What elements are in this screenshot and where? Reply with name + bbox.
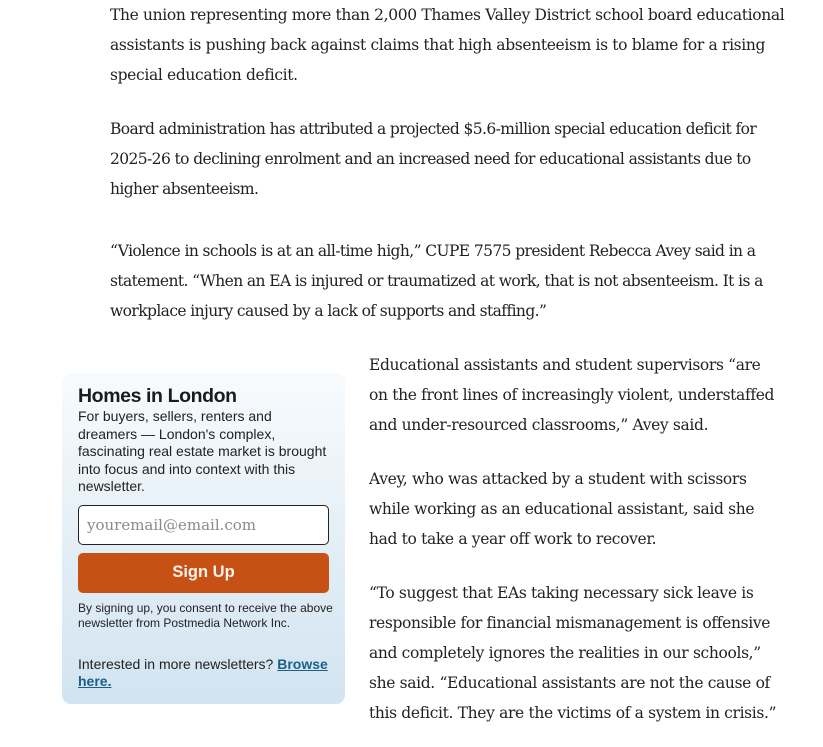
newsletter-description: For buyers, sellers, renters and dreamers — London's complex, fascinating real estate market is brought into focus and into context with this newsletter. — [78, 408, 327, 494]
newsletter-title: Homes in London — [78, 385, 237, 407]
consent-text: By signing up, you consent to receive the above newsletter from Postmedia Network Inc. — [78, 600, 333, 630]
more-newsletters-text — [78, 656, 334, 690]
article-paragraph-1: The union representing more than 2,000 Thames Valley District school board educational assistants is pushing back against claims that high absenteeism is to blame for a rising special education deficit. — [110, 6, 785, 84]
article-paragraph-2: Board administration has attributed a projected $5.6-million special education deficit for 2025-26 to declining enrolment and an increased need for educational assistants due to higher absenteeism. — [110, 120, 757, 198]
article-paragraph-5: Avey, who was attacked by a student with scissors while working as an educational assistant, said she had to take a year off work to recover. — [369, 470, 755, 548]
email-input[interactable] — [78, 505, 329, 545]
more-newsletters-label: Interested in more newsletters? — [78, 655, 278, 672]
browse-newsletters-link[interactable]: Browse here. — [78, 655, 328, 689]
article-paragraph-6: “To suggest that EAs taking necessary sick leave is responsible for financial mismanagement is offensive and completely ignores the realities in our schools,” she said. “Educational assistants are not the cause of this deficit. They are the victims of a system in crisis.” — [369, 584, 777, 722]
article-paragraph-4: Educational assistants and student supervisors “are on the front lines of increasingly violent, understaffed and under-resourced classrooms,” Avey said. — [369, 356, 775, 434]
sign-up-button[interactable]: Sign Up — [78, 553, 329, 593]
article-paragraph-3: “Violence in schools is at an all-time high,” CUPE 7575 president Rebecca Avey said in a statement. “When an EA is injured or traumatized at work, that is not absenteeism. It is a workplace injury caused by a lack of supports and staffing.” — [110, 242, 763, 320]
newsletter-signup-box — [62, 373, 345, 704]
